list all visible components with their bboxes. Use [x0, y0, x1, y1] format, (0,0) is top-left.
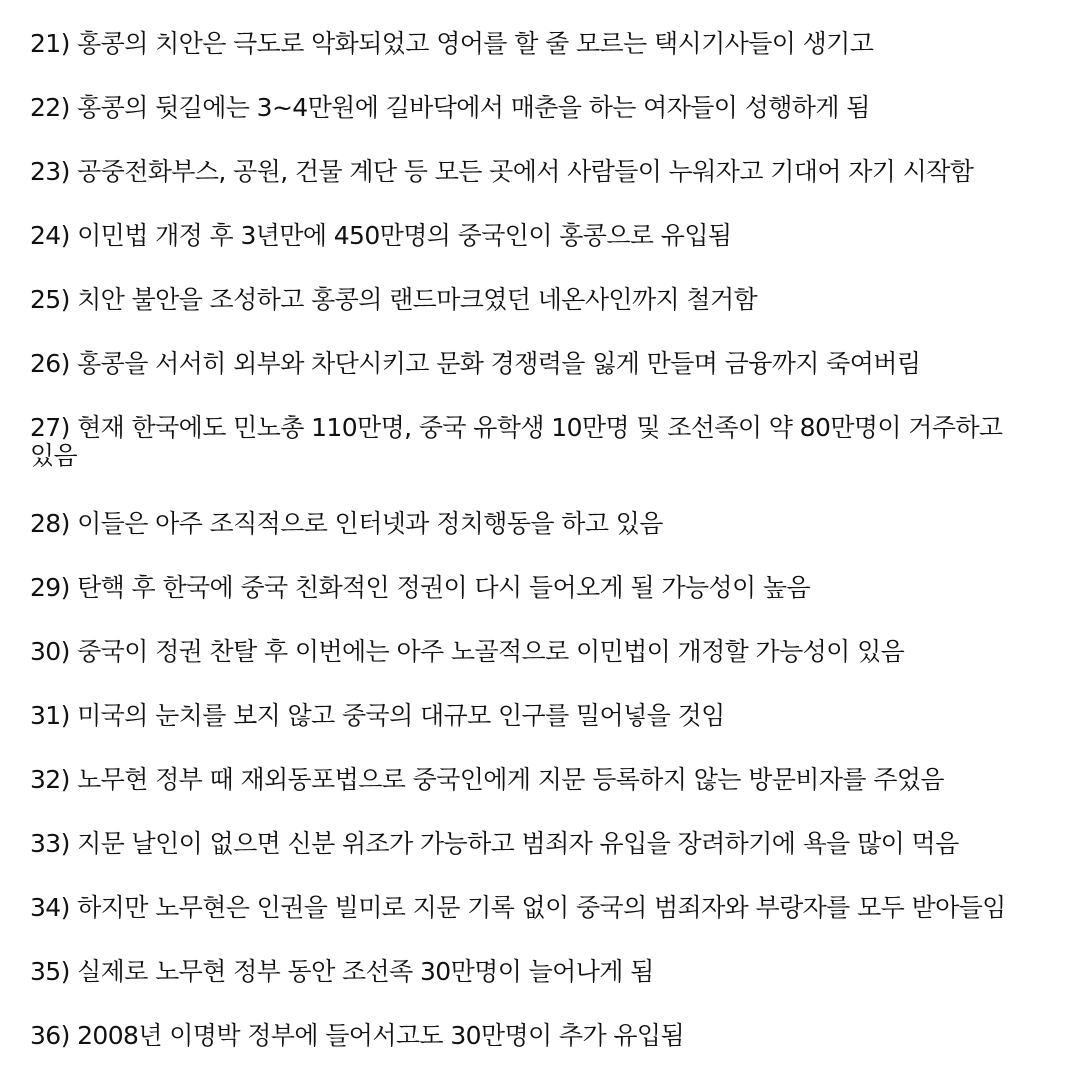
list-item-23: 23) 공중전화부스, 공원, 건물 계단 등 모든 곳에서 사람들이 누워자고 기대어 자기 시작함: [30, 158, 974, 186]
list-item-27-line-2: 있음: [30, 441, 78, 470]
list-item-26: 26) 홍콩을 서서히 외부와 차단시키고 문화 경쟁력을 잃게 만들며 금융까지 죽여버림: [30, 350, 921, 378]
list-item-30: 30) 중국이 정권 찬탈 후 이번에는 아주 노골적으로 이민법이 개정할 가능성이 있음: [30, 638, 905, 666]
list-item-24: 24) 이민법 개정 후 3년만에 450만명의 중국인이 홍콩으로 유입됨: [30, 222, 732, 250]
list-item-35: 35) 실제로 노무현 정부 동안 조선족 30만명이 늘어나게 됨: [30, 958, 654, 986]
list-item-32: 32) 노무현 정부 때 재외동포법으로 중국인에게 지문 등록하지 않는 방문비자를 주었음: [30, 766, 944, 794]
list-item-21: 21) 홍콩의 치안은 극도로 악화되었고 영어를 할 줄 모르는 택시기사들이 생기고: [30, 30, 874, 58]
list-item-31: 31) 미국의 눈치를 보지 않고 중국의 대규모 인구를 밀어넣을 것임: [30, 702, 725, 730]
list-item-27: [30, 414, 1070, 474]
list-item-33: 33) 지문 날인이 없으면 신분 위조가 가능하고 범죄자 유입을 장려하기에 욕을 많이 먹음: [30, 830, 959, 858]
list-item-34: 34) 하지만 노무현은 인권을 빌미로 지문 기록 없이 중국의 범죄자와 부랑자를 모두 받아들임: [30, 894, 1006, 922]
list-item-36: 36) 2008년 이명박 정부에 들어서고도 30만명이 추가 유입됨: [30, 1022, 685, 1050]
list-item-28: 28) 이들은 아주 조직적으로 인터넷과 정치행동을 하고 있음: [30, 510, 663, 538]
list-item-27-line-1: 27) 현재 한국에도 민노총 110만명, 중국 유학생 10만명 및 조선족이 약 80만명이 거주하고: [30, 414, 1003, 442]
list-item-25: 25) 치안 불안을 조성하고 홍콩의 랜드마크였던 네온사인까지 철거함: [30, 286, 758, 314]
list-item-22: 22) 홍콩의 뒷길에는 3~4만원에 길바닥에서 매춘을 하는 여자들이 성행하게 됨: [30, 94, 870, 122]
list-item-29: 29) 탄핵 후 한국에 중국 친화적인 정권이 다시 들어오게 될 가능성이 높음: [30, 574, 810, 602]
